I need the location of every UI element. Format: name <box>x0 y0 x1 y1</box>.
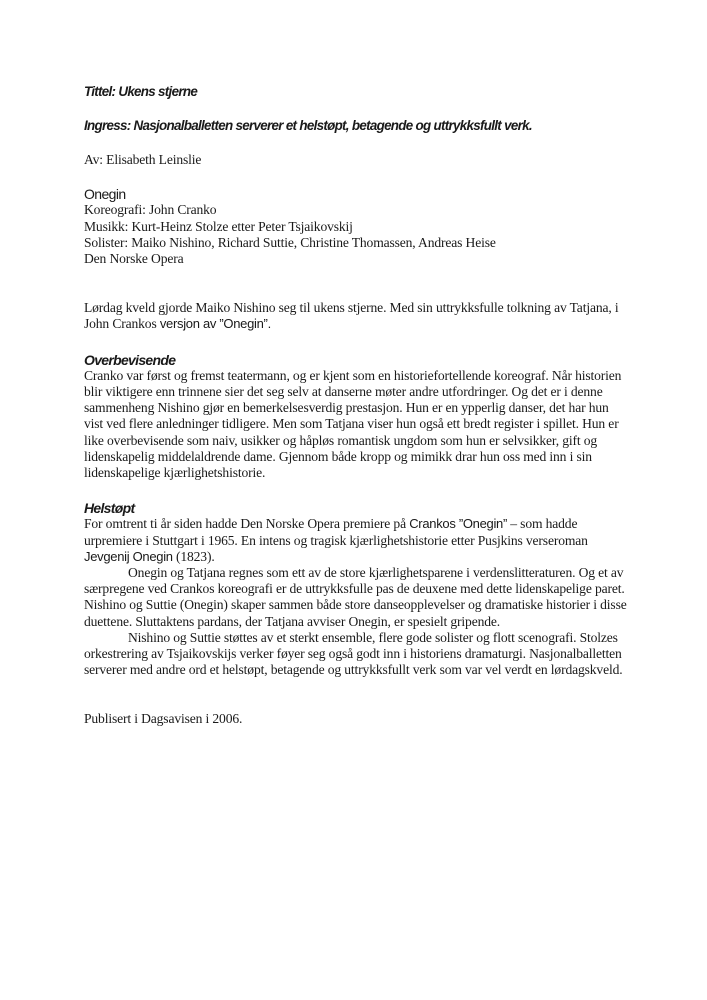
ingress-label: Ingress: <box>84 118 131 133</box>
production-info <box>84 186 629 267</box>
lead-paragraph <box>84 300 629 332</box>
inline-title-onegin: Crankos ”Onegin” <box>409 516 508 532</box>
section-paragraph-2: Onegin og Tatjana regnes som ett av de store kjærlighetsparene i verdenslitteraturen. Og et av særpregene ved Crankos koreografi er de uttrykksfulle pas de deuxene med dette lidenskapelige paret. Nishino og Suttie (Onegin) skaper sammen både store danseopplevelser og dramatiske historier i disse duettene. Sluttaktens pardans, der Tatjana avviser Onegin, er spesielt gripende. <box>84 565 627 629</box>
section-paragraph-3: Nishino og Suttie støttes av et sterkt ensemble, flere gode solister og flott scenografi. Stolzes orkestrering av Tsjaikovskijs verker føyer seg også godt inn i historiens dramaturgi. Nasjonalballetten serverer med andre ord et helstøpt, betagende og uttrykksfullt verk som var vel verdt en lørdagskveld. <box>84 629 623 678</box>
byline: Av: Elisabeth Leinslie <box>84 152 202 167</box>
lead-text: Lørdag kveld gjorde Maiko Nishino seg til ukens stjerne. Med sin uttrykksfulle tolkning av Tatjana, i John Crankos <box>84 300 619 332</box>
section-body-overbevisende: Cranko var først og fremst teatermann, og er kjent som en historiefortellende koreograf. Når historien blir viktigere enn trinnene sier det seg selv at danserne møter andre utfordringer. Og det er i denne sammenheng Nishino gjør en bemerkelsesverdig prestasjon. Hun er en ypperlig danser, det har hun vist ved flere anledninger tidligere. Men som Tatjana viser hun også ett bredt register i spillet. Hun er like overbevisende som naiv, usikker og håpløs romantisk ungdom som hun er selvsikker, gift og lidenskapelig middelaldrende dame. Gjennom både kropp og mimikk drar hun oss med inn i sin lidenskapelige kjærlighetshistorie. <box>84 367 622 481</box>
production-choreography: Koreografi: John Cranko <box>84 202 217 218</box>
paragraph-text: (1823). <box>172 548 215 564</box>
lead-text-tail: versjon av ”Onegin”. <box>159 316 271 332</box>
ingress-text: Nasjonalballetten serverer et helstøpt, betagende og uttrykksfullt verk. <box>133 118 532 133</box>
article-title <box>84 84 629 100</box>
publication-note: Publisert i Dagsavisen i 2006. <box>84 711 243 727</box>
article <box>84 84 629 728</box>
production-name: Onegin <box>84 186 126 203</box>
article-ingress <box>84 118 629 134</box>
production-soloists: Solister: Maiko Nishino, Richard Suttie, Christine Thomassen, Andreas Heise <box>84 234 496 250</box>
paragraph-text: For omtrent ti år siden hadde Den Norske Opera premiere på <box>84 516 410 532</box>
production-venue: Den Norske Opera <box>84 251 184 267</box>
section-paragraph-1 <box>84 516 629 565</box>
title-text: Ukens stjerne <box>118 84 198 99</box>
production-music: Musikk: Kurt-Heinz Stolze etter Peter Tsjaikovskij <box>84 218 353 234</box>
title-label: Tittel: <box>84 84 116 99</box>
section-heading-helstopt: Helstøpt <box>84 500 135 517</box>
inline-title-jevgenij-onegin: Jevgenij Onegin <box>84 548 173 564</box>
section-heading-overbevisende: Overbevisende <box>84 351 176 368</box>
paragraph-text: – som hadde urpremiere i Stuttgart i 1965. En intens og tragisk kjærlighetshistorie etter Pusjkins verseroman <box>84 516 588 548</box>
